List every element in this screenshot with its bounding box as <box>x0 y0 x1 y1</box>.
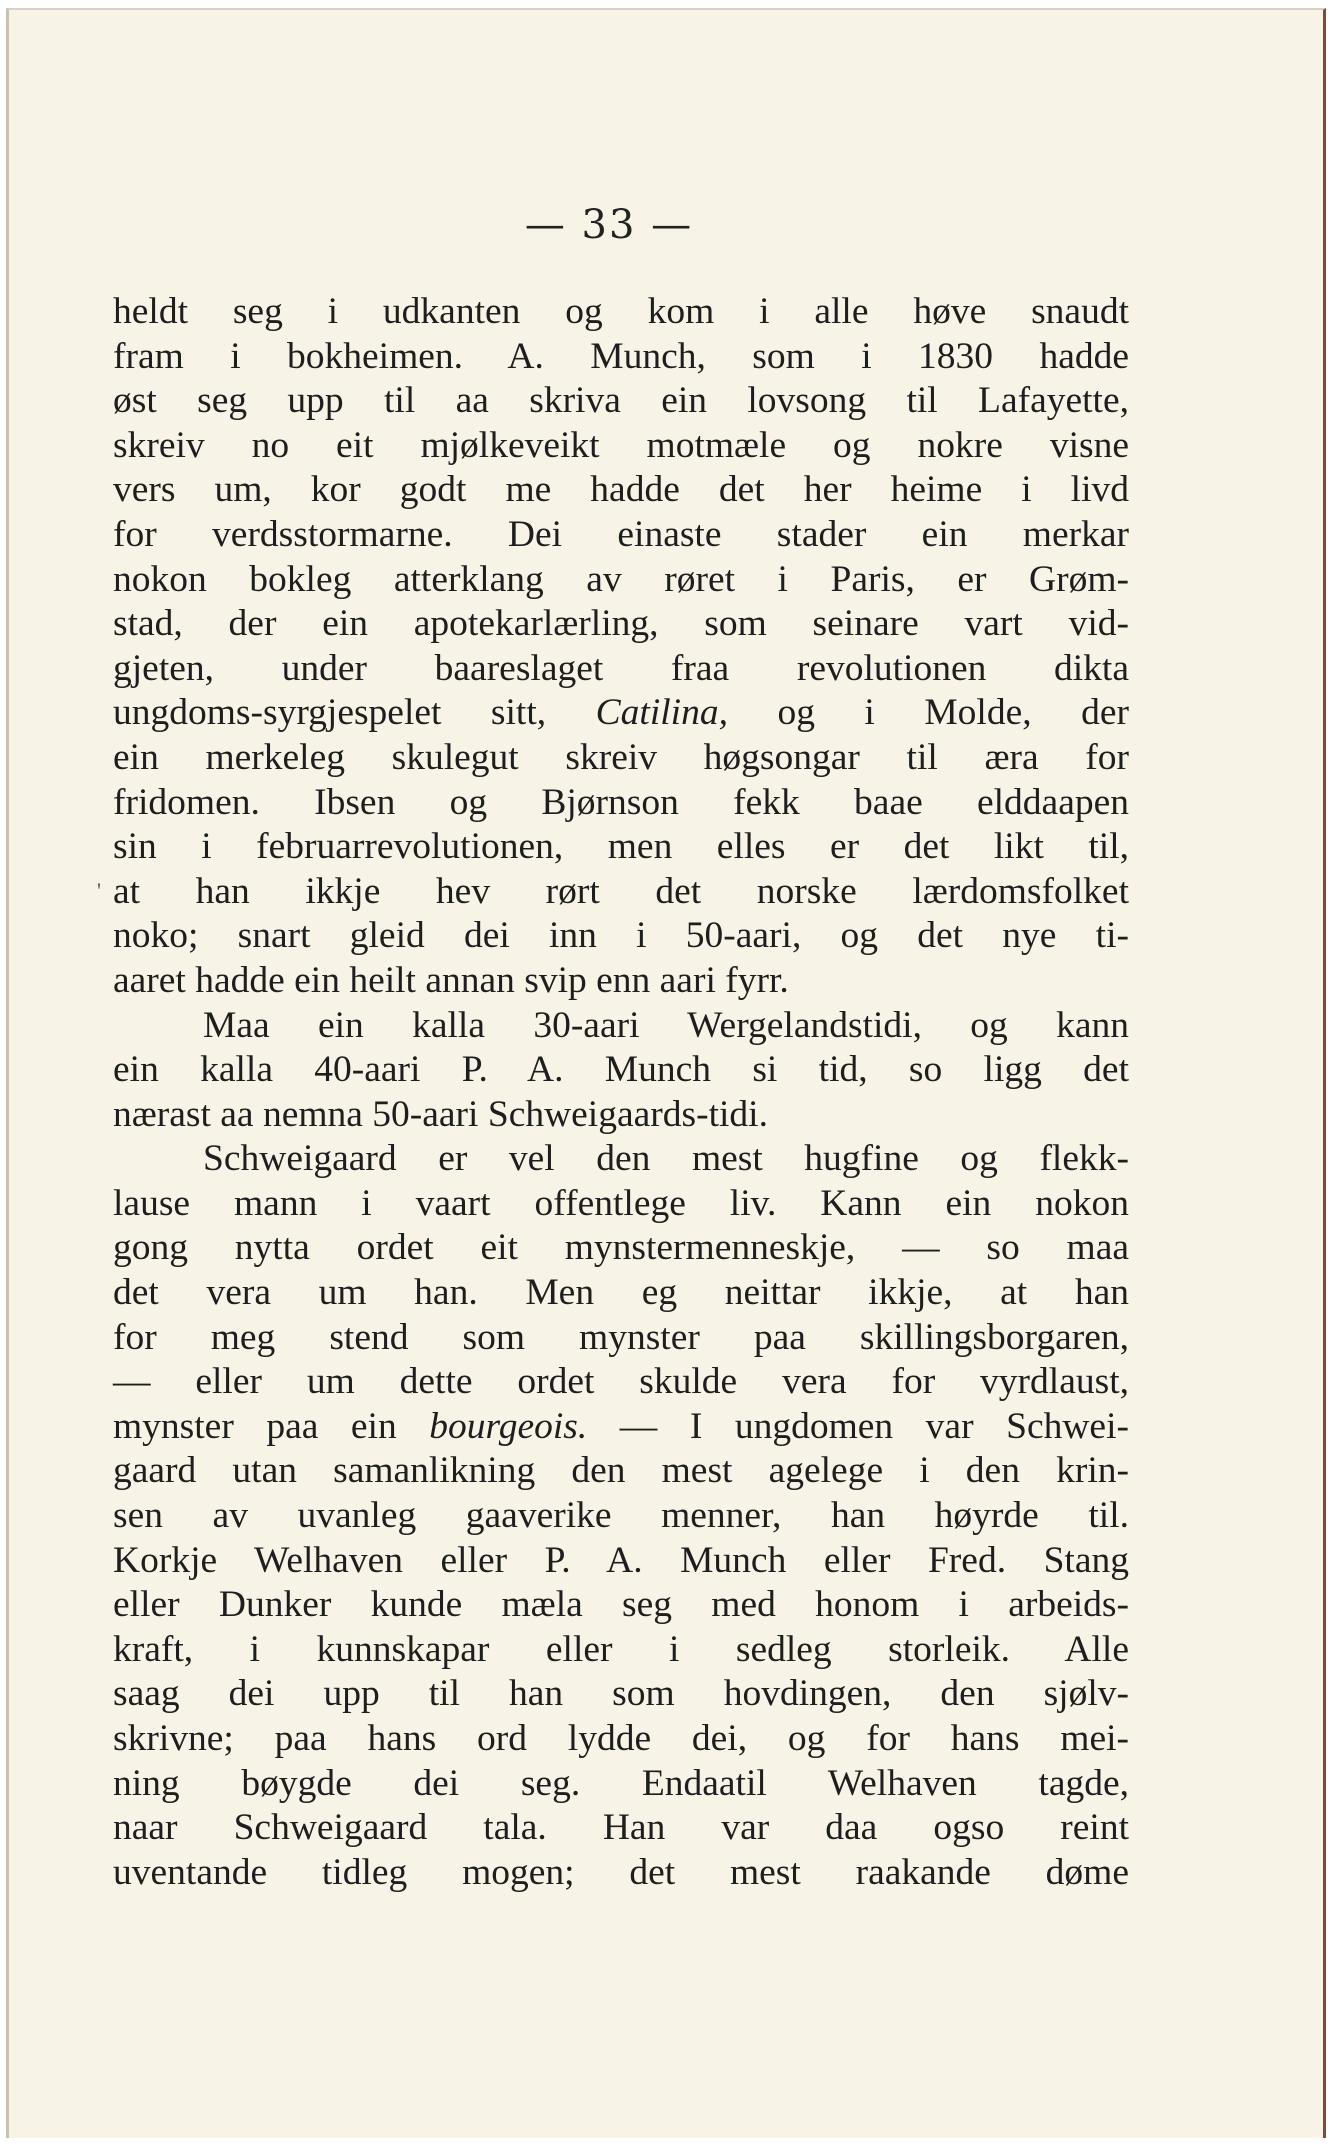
text-line: Schweigaard er vel den mest hugfine og flekk- <box>203 1138 1129 1180</box>
text-line: gong nytta ordet eit mynstermenneskje, — so maa <box>113 1227 1129 1269</box>
text-line: gjeten, under baareslaget fraa revolutionen dikta <box>113 647 1129 689</box>
text-line: nokon bokleg atterklang av røret i Paris, er Grøm- <box>113 558 1129 600</box>
text-run: mynster paa ein <box>113 1405 430 1447</box>
text-run: og i Molde, der <box>727 692 1129 734</box>
text-line: uventande tidleg mogen; det mest raakande døme <box>113 1851 1129 1893</box>
text-line: ning bøygde dei seg. Endaatil Welhaven tagde, <box>113 1762 1129 1804</box>
text-run: — I ungdomen var Schwei- <box>587 1405 1129 1447</box>
body-text <box>113 290 1129 1895</box>
text-line: — eller um dette ordet skulde vera for vyrdlaust, <box>113 1361 1129 1403</box>
text-line: ein kalla 40-aari P. A. Munch si tid, so ligg det <box>113 1049 1129 1091</box>
text-line: det vera um han. Men eg neittar ikkje, at han <box>113 1272 1129 1314</box>
book-page <box>6 8 1326 2138</box>
text-line: lause mann i vaart offentlege liv. Kann ein nokon <box>113 1182 1129 1224</box>
text-line: fridomen. Ibsen og Bjørnson fekk baae elddaapen <box>113 781 1129 823</box>
text-line: aaret hadde ein heilt annan svip enn aari fyrr. <box>113 959 789 1001</box>
text-line: vers um, kor godt me hadde det her heime i livd <box>113 469 1129 511</box>
page-number: — 33 — <box>524 202 694 248</box>
text-line: sen av uvanleg gaaverike menner, han høyrde til. <box>113 1495 1129 1537</box>
text-line: naar Schweigaard tala. Han var daa ogso reint <box>113 1807 1129 1849</box>
text-line <box>113 691 1129 736</box>
text-line: saag dei upp til han som hovdingen, den sjølv- <box>113 1673 1129 1715</box>
text-line: nærast aa nemna 50-aari Schweigaards-tidi. <box>113 1093 768 1135</box>
text-line: stad, der ein apotekarlærling, som seinare vart vid- <box>113 603 1129 645</box>
italic-word: bourgeois. <box>429 1405 588 1447</box>
text-line: for meg stend som mynster paa skillingsborgaren, <box>113 1316 1129 1358</box>
text-line: eller Dunker kunde mæla seg med honom i arbeids- <box>113 1584 1129 1626</box>
margin-mark: ' <box>97 878 101 903</box>
text-line: skrivne; paa hans ord lydde dei, og for hans mei- <box>113 1718 1129 1759</box>
text-line: fram i bokheimen. A. Munch, som i 1830 hadde <box>113 335 1129 377</box>
text-line: heldt seg i udkanten og kom i alle høve snaudt <box>113 291 1129 332</box>
text-line: kraft, i kunnskapar eller i sedleg storleik. Alle <box>113 1628 1129 1670</box>
text-line: skreiv no eit mjølkeveikt motmæle og nokre visne <box>113 424 1129 466</box>
text-line: for verdsstormarne. Dei einaste stader ein merkar <box>113 513 1129 555</box>
text-line: gaard utan samanlikning den mest agelege i den krin- <box>113 1450 1129 1492</box>
text-line: sin i februarrevolutionen, men elles er det likt til, <box>113 826 1129 868</box>
italic-title: Catilina, <box>595 692 728 734</box>
text-line: ein merkeleg skulegut skreiv høgsongar til æra for <box>113 736 1129 778</box>
text-line: Korkje Welhaven eller P. A. Munch eller Fred. Stang <box>113 1539 1129 1581</box>
text-line: øst seg upp til aa skriva ein lovsong til Lafayette, <box>113 380 1129 422</box>
text-run: ungdoms-syrgjespelet sitt, <box>113 692 596 734</box>
text-line: noko; snart gleid dei inn i 50-aari, og det nye ti- <box>113 915 1129 957</box>
text-line: Maa ein kalla 30-aari Wergelandstidi, og kann <box>203 1004 1129 1046</box>
text-line <box>113 1405 1129 1450</box>
text-line: at han ikkje hev rørt det norske lærdomsfolket <box>113 870 1129 912</box>
